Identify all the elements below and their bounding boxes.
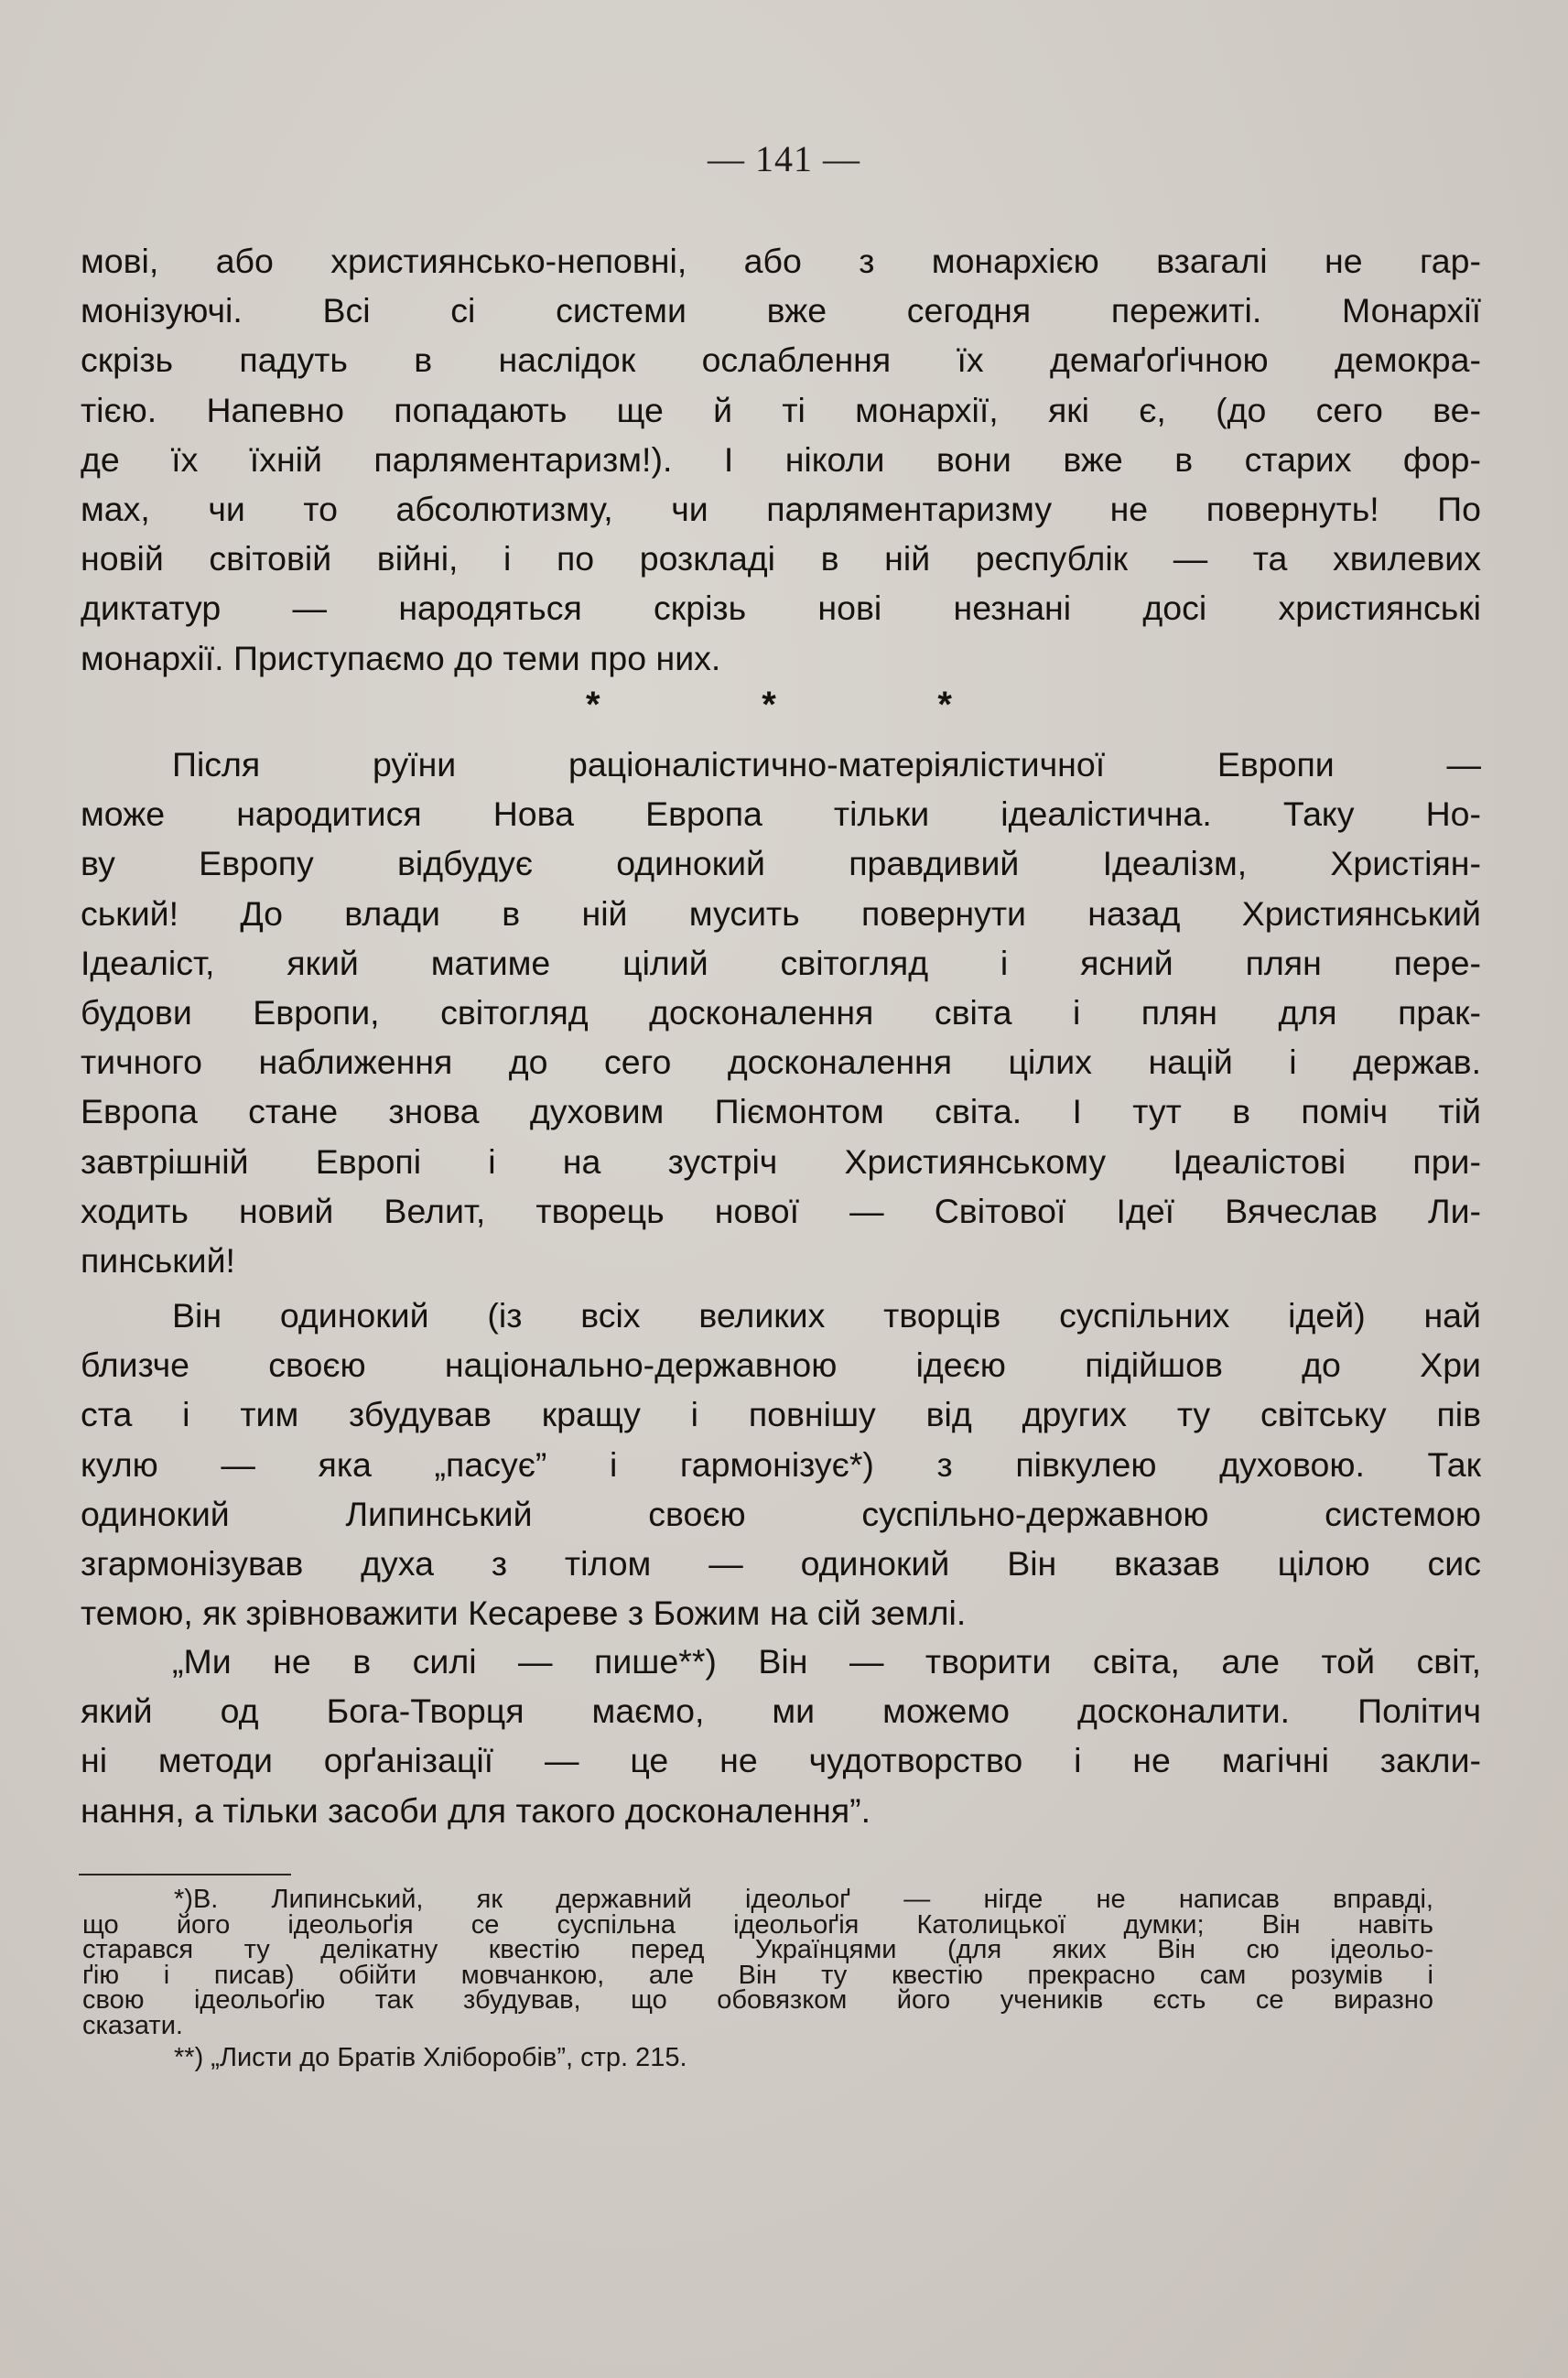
text-line: скрізь падуть в наслідок ослаблення їх демаґоґічною демокра- [81,340,1481,380]
text-line: темою, як зрівноважити Кесареве з Божим на сій землі. [81,1594,967,1633]
text-line: Він одинокий (із всіх великих творців суспільних ідей) най [172,1296,1481,1335]
text-line: завтрішній Европі і на зустріч Християнському Ідеалістові при- [81,1141,1481,1181]
footnote-line: **) „Листи до Братів Хліборобів”, стр. 215. [174,2043,687,2072]
separator-asterisk: * [586,685,600,725]
text-line: ходить новий Велит, творець нової — Світової Ідеї Вячеслав Ли- [81,1191,1481,1230]
text-line: Після руїни раціоналістично-матеріялістичної Европи — [172,745,1481,784]
footnote-line: свою ідеольоґію так збудував, що обовязком його учеників єсть се виразно [82,1985,1433,2015]
text-line: де їх їхній парляментаризм!). І ніколи вони вже в старих фор- [81,439,1481,479]
text-line: Европа стане знова духовим Піємонтом світа. І тут в поміч тій [81,1092,1481,1131]
text-line: тичного наближення до сего досконалення цілих націй і держав. [81,1043,1481,1082]
text-line: згармонізував духа з тілом — одинокий Він вказав цілою сис [81,1543,1481,1583]
text-line: диктатур — народяться скрізь нові незнані досі християнські [81,589,1481,628]
page-number: — 141 — [708,138,860,179]
paragraph-3 [81,1291,1481,1638]
text-line: тією. Напевно попадають ще й ті монархії, які є, (до сего ве- [81,390,1481,429]
footnote-divider [79,1874,291,1875]
footnote-line: старався ту делікатну квестію перед Українцями (для яких Він сю ідеольо- [82,1935,1433,1964]
footnotes [82,1887,1433,2071]
text-line: ста і тим збудував кращу і повнішу від других ту світську пів [81,1395,1481,1434]
text-line: пинський! [81,1240,235,1280]
text-line: новій світовій війні, і по розкладі в ній республік — та хвилевих [81,539,1481,578]
paragraph-2 [81,740,1481,1285]
text-line: Ідеаліст, який матиме цілий світогляд і ясний плян пере- [81,943,1481,982]
footnote-line: *)В. Липинський, як державний ідеольоґ — нігде не написав вправді, [174,1885,1433,1914]
paragraph-4 [81,1637,1481,1835]
footnote-1 [82,1887,1433,2038]
footnote-line: що його ідеольоґія се суспільна ідеольоґія Католицької думки; Він навіть [82,1909,1433,1940]
text-line: нання, а тільки засоби для такого досконалення”. [81,1790,871,1830]
text-line: будови Европи, світогляд досконалення світа і плян для прак- [81,992,1481,1032]
text-line: близче своєю національно-державною ідеєю підійшов до Хри [81,1346,1481,1385]
text-line: може народитися Нова Европа тільки ідеалістична. Таку Но- [81,794,1481,834]
paragraph-1 [81,236,1481,683]
text-line: ні методи орґанізації — це не чудотворство і не магічні закли- [81,1741,1481,1780]
text-line: монізуючі. Всі сі системи вже сегодня пережиті. Монархії [81,291,1481,330]
footnote-line: сказати. [82,2010,183,2040]
text-line: одинокий Липинський своєю суспільно-державною системою [81,1494,1481,1533]
text-line: який од Бога-Творця маємо, ми можемо досконалити. Політич [81,1692,1481,1731]
text-line: монархії. Приступаємо до теми про них. [81,638,721,677]
text-line: мах, чи то абсолютизму, чи парляментаризму не повернуть! По [81,489,1481,528]
footnote-2 [82,2043,1433,2072]
text-line: „Ми не в силі — пише**) Він — творити світа, але той світ, [172,1642,1481,1681]
text-line: ський! До влади в ній мусить повернути назад Християнський [81,893,1481,933]
text-line: кулю — яка „пасує” і гармонізує*) з півкулею духовою. Так [81,1444,1481,1484]
footnote-line: ґію і писав) обійти мовчанкою, але Він ту квестію прекрасно сам розумів і [82,1960,1433,1990]
text-line: мові, або християнсько-неповні, або з монархією взагалі не гар- [81,242,1481,280]
section-separator [586,685,952,726]
separator-asterisk: * [762,685,776,725]
text-line: ву Европу відбудує одинокий правдивий Ідеалізм, Христіян- [81,844,1481,883]
separator-asterisk: * [937,685,952,725]
